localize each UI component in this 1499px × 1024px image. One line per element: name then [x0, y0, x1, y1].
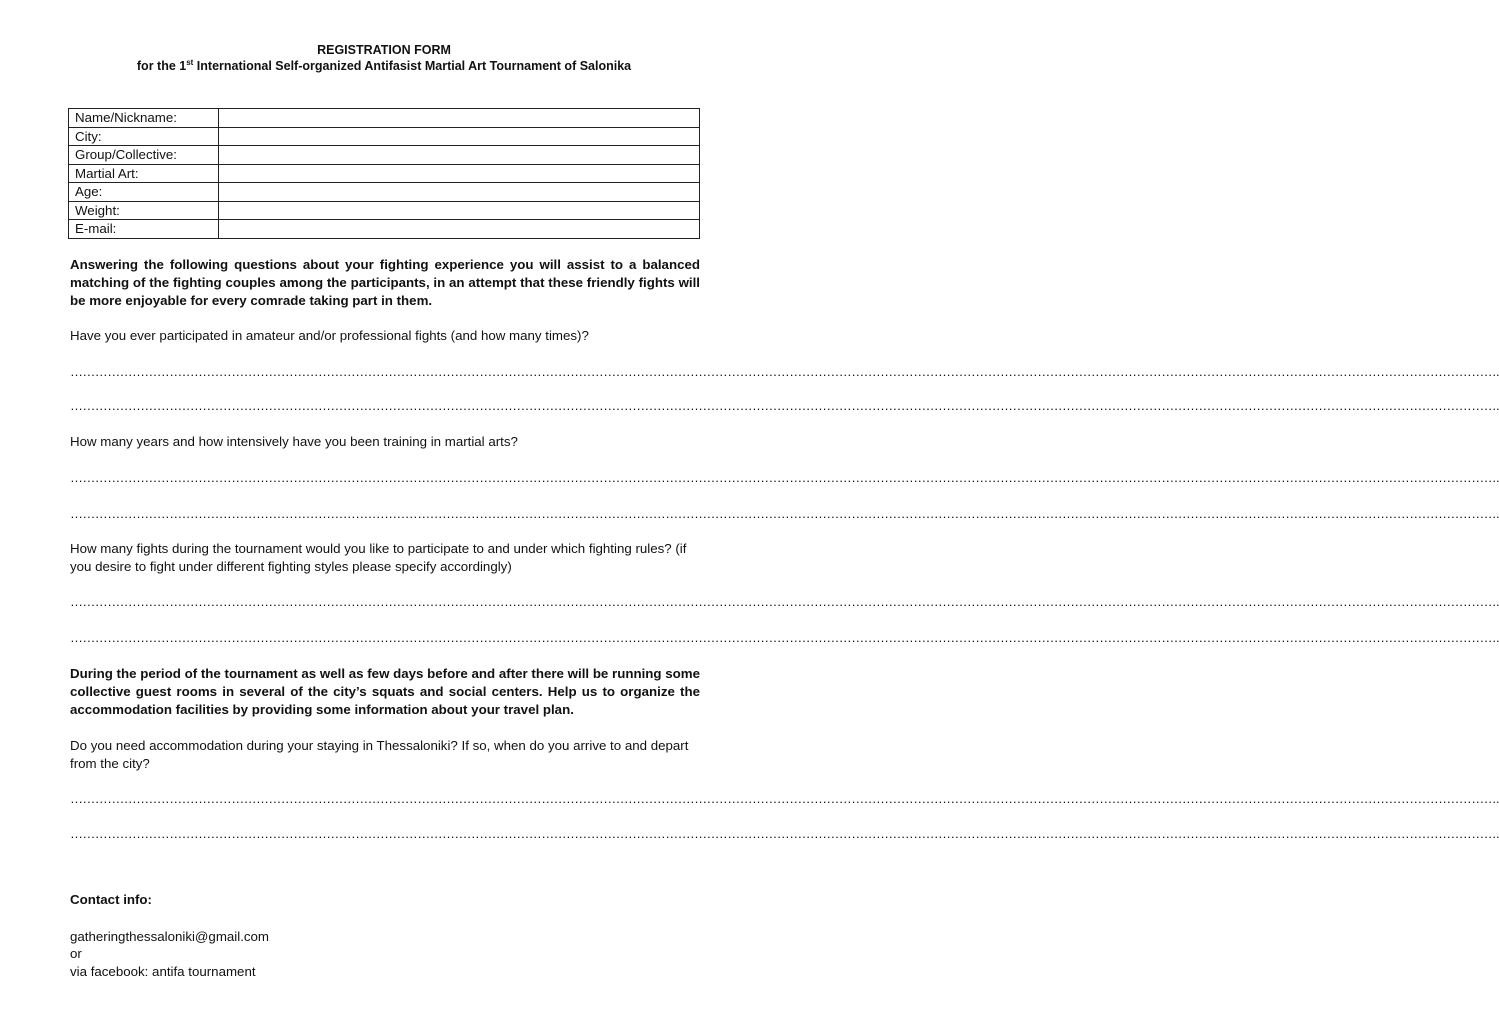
table-row: [69, 127, 700, 146]
weight-field[interactable]: [219, 201, 700, 220]
age-field[interactable]: [219, 183, 700, 202]
subtitle-part-2: International Self-organized Antifasist Martial Art Tournament of Salonika: [193, 59, 632, 73]
age-label: Age:: [69, 183, 219, 202]
table-row: [69, 220, 700, 239]
question-2: How many years and how intensively have you been training in martial arts?: [70, 434, 518, 449]
answer-line-q1-b[interactable]: ………………………………………………………………………………………………………………………………………………………………………………………………………………………………………………………………………………………………………………….: [70, 398, 1499, 413]
group-field[interactable]: [219, 146, 700, 165]
participant-info-table: [68, 108, 700, 239]
group-label: Group/Collective:: [69, 146, 219, 165]
answer-line-q3-a[interactable]: ………………………………………………………………………………………………………………………………………………………………………………………………………………………………………………………………………………………………………………….: [70, 594, 1499, 609]
name-field[interactable]: [219, 109, 700, 128]
answer-line-q1-a[interactable]: ………………………………………………………………………………………………………………………………………………………………………………………………………………………………………………………………………………………………………………….: [70, 364, 1499, 379]
intro-paragraph: Answering the following questions about your fighting experience you will assist to a balanced matching of the fighting couples among the participants, in an attempt that these friendly fights will be more enjoyable for every comrade taking part in them.: [70, 257, 700, 308]
answer-line-q2-a[interactable]: ………………………………………………………………………………………………………………………………………………………………………………………………………………………………………………………………………………………………………………….: [70, 470, 1499, 485]
form-subtitle: [0, 59, 768, 74]
form-title: REGISTRATION FORM: [317, 43, 451, 57]
subtitle-superscript: st: [186, 58, 194, 67]
city-field[interactable]: [219, 127, 700, 146]
email-label: E-mail:: [69, 220, 219, 239]
answer-line-q4-a[interactable]: ………………………………………………………………………………………………………………………………………………………………………………………………………………………………………………………………………………………………………………….: [70, 791, 1499, 806]
contact-heading: Contact info:: [70, 892, 152, 907]
subtitle-part-1: for the 1: [136, 59, 187, 73]
table-row: [69, 109, 700, 128]
answer-line-q4-b[interactable]: ………………………………………………………………………………………………………………………………………………………………………………………………………………………………………………………………………………………………………………….: [70, 826, 1499, 841]
name-label: Name/Nickname:: [69, 109, 219, 128]
table-row: [69, 164, 700, 183]
question-3: How many fights during the tournament would you like to participate to and under which fighting rules? (if you desire to fight under different fighting styles please specify accordingly): [70, 541, 687, 574]
contact-or: or: [70, 946, 82, 961]
table-row: [69, 183, 700, 202]
contact-facebook[interactable]: via facebook: antifa tournament: [70, 964, 256, 979]
table-row: [69, 146, 700, 165]
email-field[interactable]: [219, 220, 700, 239]
accommodation-paragraph: During the period of the tournament as well as few days before and after there will be running some collective guest rooms in several of the city’s squats and social centers. Help us to organize the accommodation facilities by providing some information about your travel plan.: [70, 666, 700, 717]
martial-art-label: Martial Art:: [69, 164, 219, 183]
martial-art-field[interactable]: [219, 164, 700, 183]
answer-line-q2-b[interactable]: ………………………………………………………………………………………………………………………………………………………………………………………………………………………………………………………………………………………………………………….: [70, 506, 1499, 521]
question-1: Have you ever participated in amateur and/or professional fights (and how many times)?: [70, 328, 589, 343]
table-row: [69, 201, 700, 220]
weight-label: Weight:: [69, 201, 219, 220]
contact-email[interactable]: gatheringthessaloniki@gmail.com: [70, 929, 270, 944]
city-label: City:: [69, 127, 219, 146]
answer-line-q3-b[interactable]: ………………………………………………………………………………………………………………………………………………………………………………………………………………………………………………………………………………………………………………….: [70, 630, 1499, 645]
question-4: Do you need accommodation during your staying in Thessaloniki? If so, when do you arrive to and depart from the city?: [70, 738, 689, 771]
